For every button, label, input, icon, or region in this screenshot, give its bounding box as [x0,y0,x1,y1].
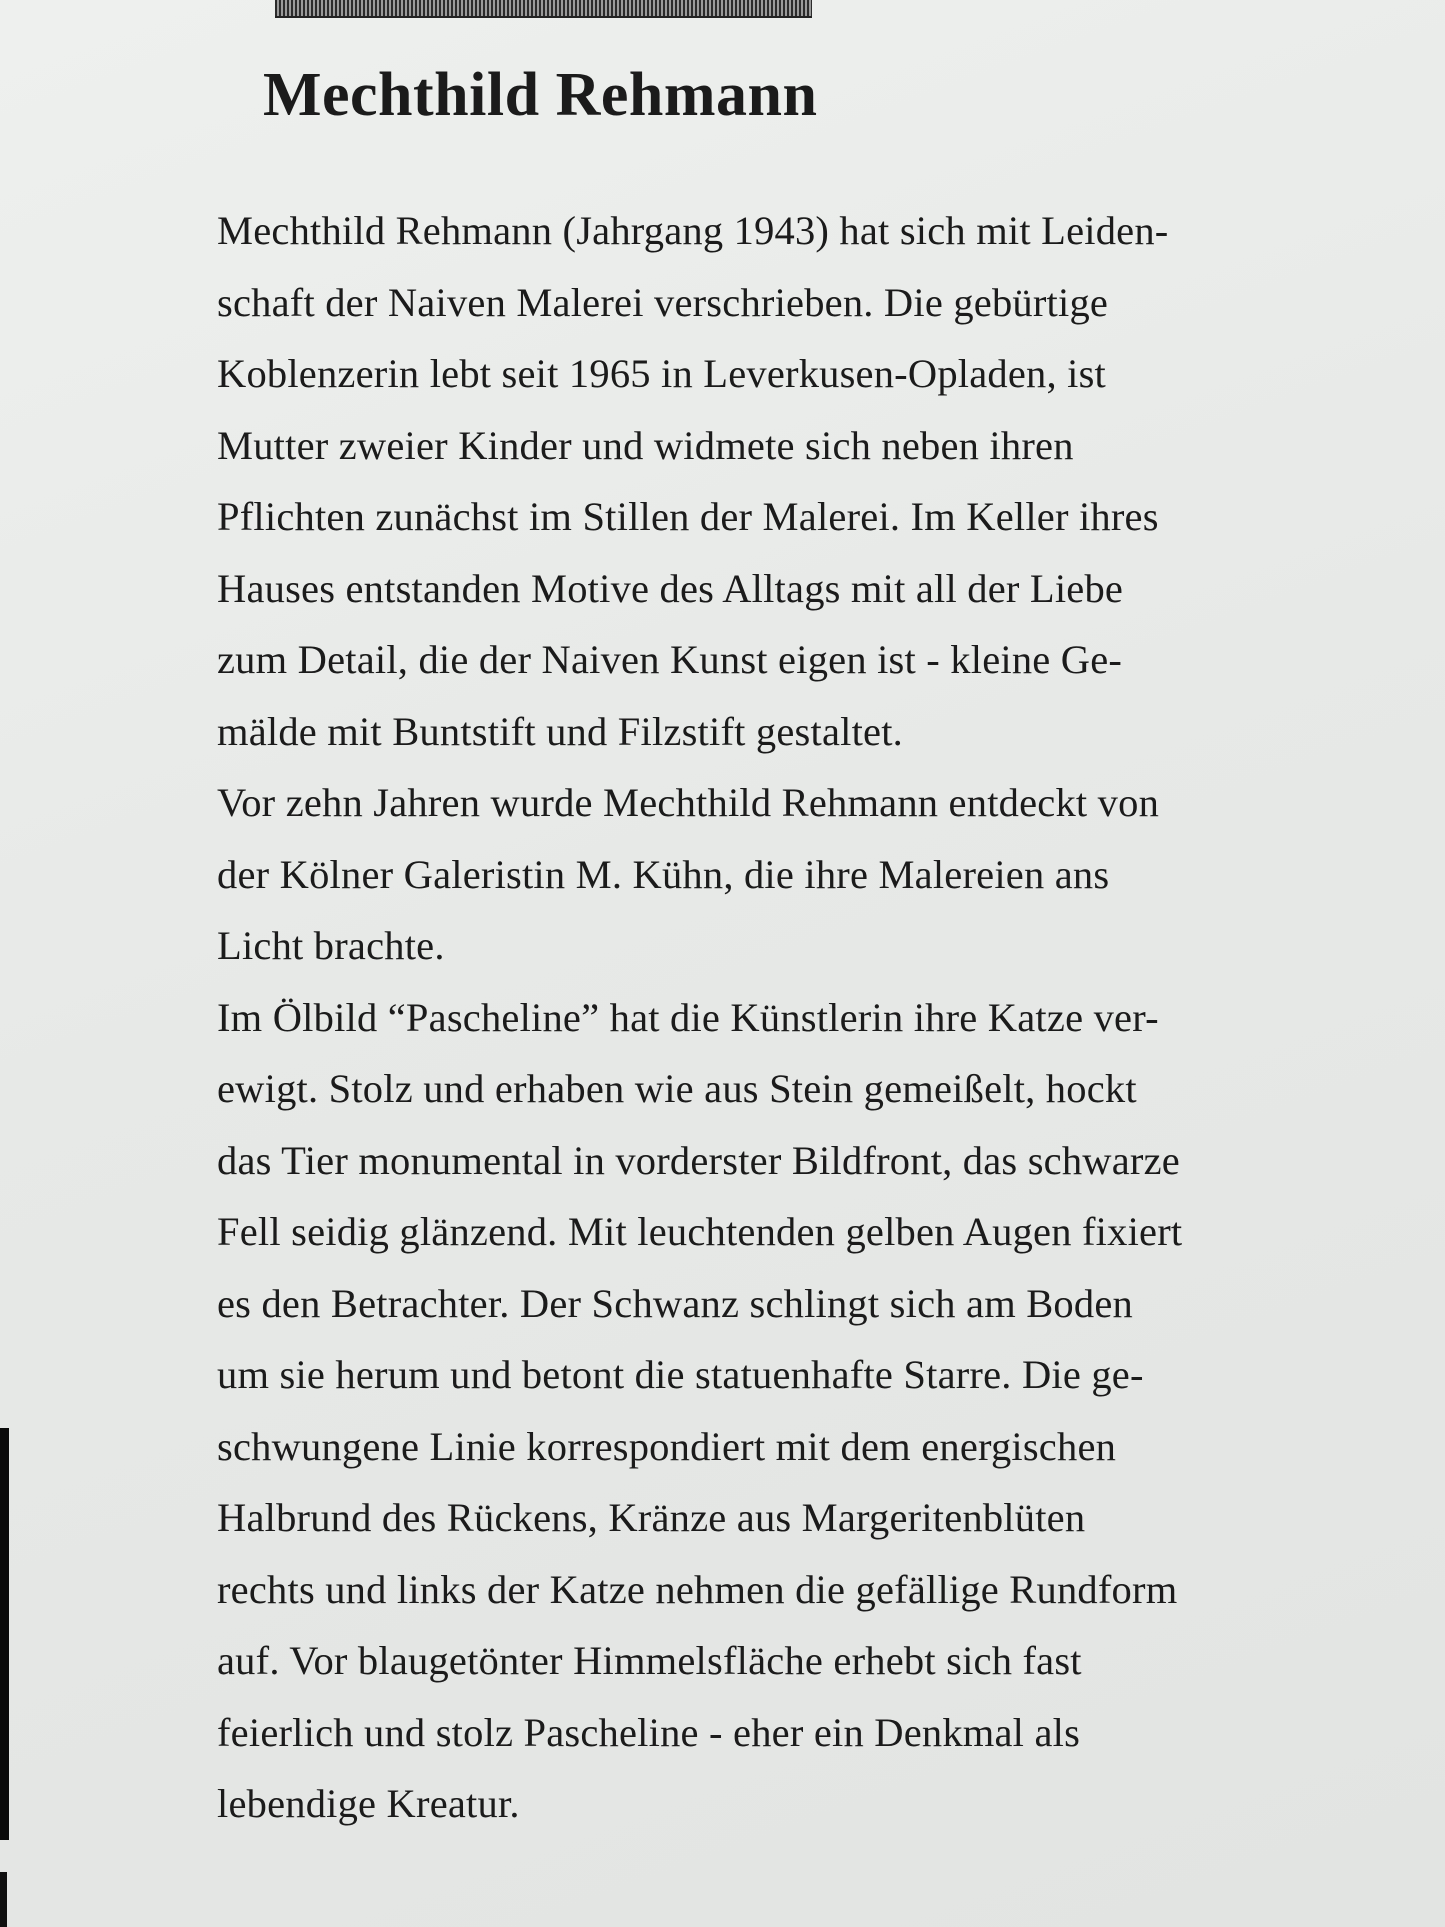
text-line: lebendige Kreatur. [217,1781,520,1826]
text-line: Mutter zweier Kinder und widmete sich neben ihren [217,422,1074,468]
text-line: rechts und links der Katze nehmen die gefällige Rundform [217,1566,1178,1612]
text-line: Vor zehn Jahren wurde Mechthild Rehmann entdeckt von [217,780,1160,825]
text-line: schwungene Linie korrespondiert mit dem energischen [217,1423,1117,1469]
body-text [217,195,1397,1840]
top-decorative-rule [275,0,812,18]
text-line: Koblenzerin lebt seit 1965 in Leverkusen-Opladen, ist [217,351,1106,396]
text-line: Fell seidig glänzend. Mit leuchtenden gelben Augen fixiert [217,1209,1183,1254]
left-edge-dark-bar [0,1428,9,1840]
text-line: schaft der Naiven Malerei verschrieben. Die gebürtige [217,279,1109,325]
text-line: Pflichten zunächst im Stillen der Malerei. Im Keller ihres [217,494,1159,539]
text-line: ewigt. Stolz und erhaben wie aus Stein gemeißelt, hockt [217,1066,1137,1111]
text-line: zum Detail, die der Naiven Kunst eigen ist - kleine Ge- [217,637,1123,682]
left-edge-dark-tick [0,1872,7,1927]
text-line: um sie herum und betont die statuenhafte Starre. Die ge- [217,1352,1144,1397]
text-line: der Kölner Galeristin M. Kühn, die ihre Malereien ans [217,851,1110,897]
text-line: mälde mit Buntstift und Filzstift gestaltet. [217,708,903,754]
text-line: Im Ölbild “Pascheline” hat die Künstlerin ihre Katze ver- [217,994,1159,1040]
text-line: das Tier monumental in vorderster Bildfront, das schwarze [217,1137,1180,1183]
text-line: auf. Vor blaugetönter Himmelsfläche erhebt sich fast [217,1638,1082,1683]
text-line: Halbrund des Rückens, Kränze aus Margeritenblüten [217,1495,1086,1540]
text-line: Hauses entstanden Motive des Alltags mit all der Liebe [217,565,1124,611]
text-line: feierlich und stolz Pascheline - eher ein Denkmal als [217,1709,1081,1755]
text-line: Mechthild Rehmann (Jahrgang 1943) hat sich mit Leiden- [217,208,1169,253]
page-title: Mechthild Rehmann [263,61,818,129]
text-line: Licht brachte. [217,923,445,968]
text-line: es den Betrachter. Der Schwanz schlingt sich am Boden [217,1280,1133,1326]
